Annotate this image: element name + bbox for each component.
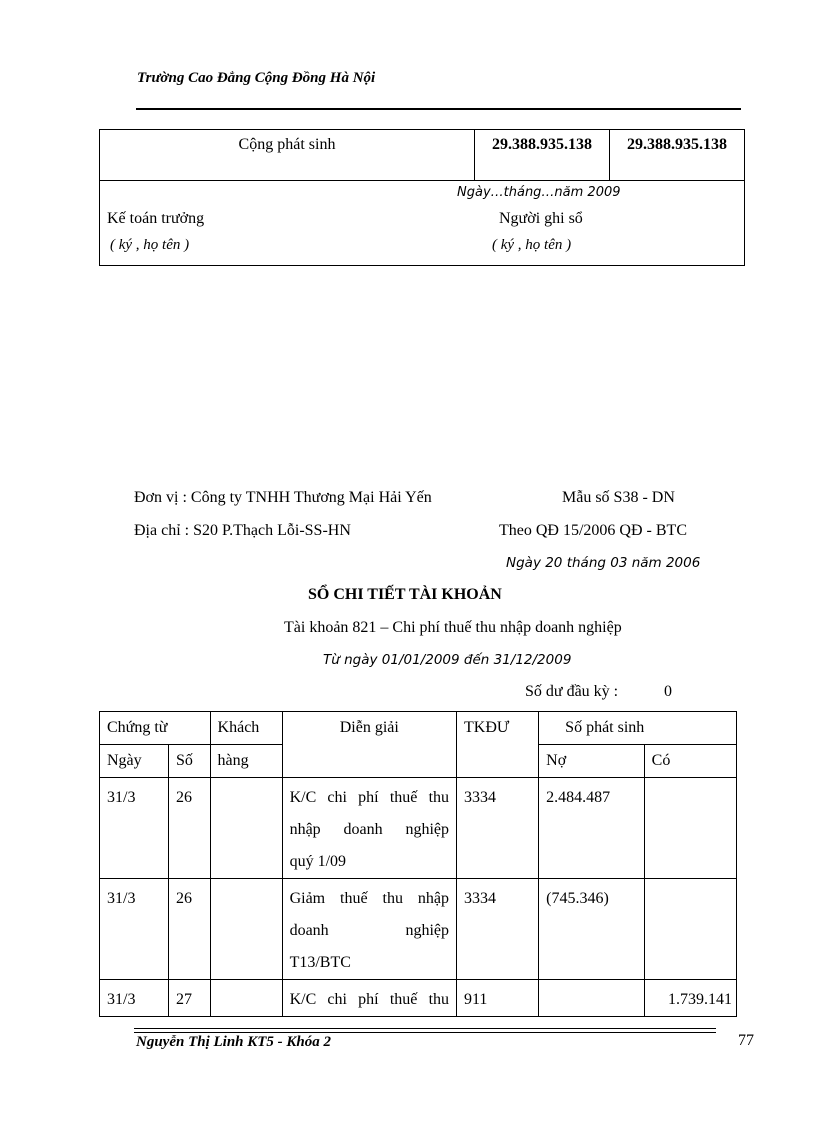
total-credit: 29.388.935.138: [610, 130, 745, 181]
period-line: Từ ngày 01/01/2009 đến 31/12/2009: [323, 652, 572, 668]
school-header: Trường Cao Đẳng Cộng Đồng Hà Nội: [137, 70, 376, 86]
row-description-line: K/C chi phí thuế thu: [289, 991, 450, 1008]
row-date: 31/3: [100, 879, 169, 980]
row-debit: (745.346): [539, 879, 644, 980]
row-description-line: K/C chi phí thuế thu: [289, 789, 450, 806]
row-account: 3334: [457, 778, 539, 879]
header-credit: Có: [644, 745, 736, 778]
decision-date: Ngày 20 tháng 03 năm 2006: [506, 555, 701, 571]
row-credit: 1.739.141: [644, 980, 736, 1017]
row-date: 31/3: [100, 778, 169, 879]
row-account: 911: [457, 980, 539, 1017]
ledger-table: [99, 711, 737, 1017]
row-description: [282, 980, 456, 1017]
header-customer-1: Khách: [210, 712, 282, 745]
row-description-line: nhập doanh nghiệp: [289, 821, 450, 838]
row-description-line: Giảm thuế thu nhập: [289, 890, 450, 907]
opening-balance-value: 0: [664, 683, 672, 700]
row-number: 26: [168, 778, 210, 879]
row-credit: [644, 778, 736, 879]
row-number: 26: [168, 879, 210, 980]
summary-table: [99, 129, 745, 266]
header-amount: Số phát sinh: [539, 712, 737, 745]
row-credit: [644, 879, 736, 980]
header-number: Số: [168, 745, 210, 778]
recorder-title: Người ghi sổ: [499, 210, 583, 227]
row-customer: [210, 980, 282, 1017]
row-description-line: doanh nghiệp: [289, 922, 450, 939]
header-date: Ngày: [100, 745, 169, 778]
chief-accountant-title: Kế toán trưởng: [107, 210, 205, 227]
row-date: 31/3: [100, 980, 169, 1017]
address-line: Địa chỉ : S20 P.Thạch Lỗi-SS-HN: [134, 522, 351, 539]
header-description: Diễn giải: [282, 712, 456, 778]
chief-accountant-sign-note: ( ký , họ tên ): [110, 237, 190, 253]
row-customer: [210, 778, 282, 879]
footer-divider: [134, 1032, 716, 1033]
table-row: [100, 980, 737, 1017]
footer-divider: [134, 1028, 716, 1029]
footer-author: Nguyễn Thị Linh KT5 - Khóa 2: [136, 1034, 332, 1050]
row-customer: [210, 879, 282, 980]
unit-line: Đơn vị : Công ty TNHH Thương Mại Hải Yến: [134, 489, 432, 506]
header-voucher: Chứng từ: [100, 712, 211, 745]
total-debit: 29.388.935.138: [475, 130, 610, 181]
header-debit: Nợ: [539, 745, 644, 778]
header-account: TKĐƯ: [457, 712, 539, 778]
row-description: [282, 778, 456, 879]
header-divider: [136, 108, 741, 110]
header-customer-2: hàng: [210, 745, 282, 778]
table-row: [100, 778, 737, 879]
row-account: 3334: [457, 879, 539, 980]
recorder-sign-note: ( ký , họ tên ): [492, 237, 572, 253]
row-description: [282, 879, 456, 980]
row-debit: 2.484.487: [539, 778, 644, 879]
page-title: SỔ CHI TIẾT TÀI KHOẢN: [308, 586, 502, 603]
table-row: [100, 879, 737, 980]
sign-date: Ngày…tháng…năm 2009: [457, 185, 621, 200]
account-line: Tài khoản 821 – Chi phí thuế thu nhập doanh nghiệp: [284, 619, 622, 636]
opening-balance-label: Số dư đầu kỳ :: [525, 683, 619, 700]
row-debit: [539, 980, 644, 1017]
signature-block: [100, 181, 745, 266]
form-number: Mẫu số S38 - DN: [562, 489, 675, 506]
row-description-line: quý 1/09: [289, 853, 347, 870]
page-number: 77: [738, 1032, 754, 1049]
total-label: Cộng phát sinh: [100, 130, 475, 181]
row-number: 27: [168, 980, 210, 1017]
row-description-line: T13/BTC: [289, 954, 351, 971]
decision-line: Theo QĐ 15/2006 QĐ - BTC: [499, 522, 687, 539]
